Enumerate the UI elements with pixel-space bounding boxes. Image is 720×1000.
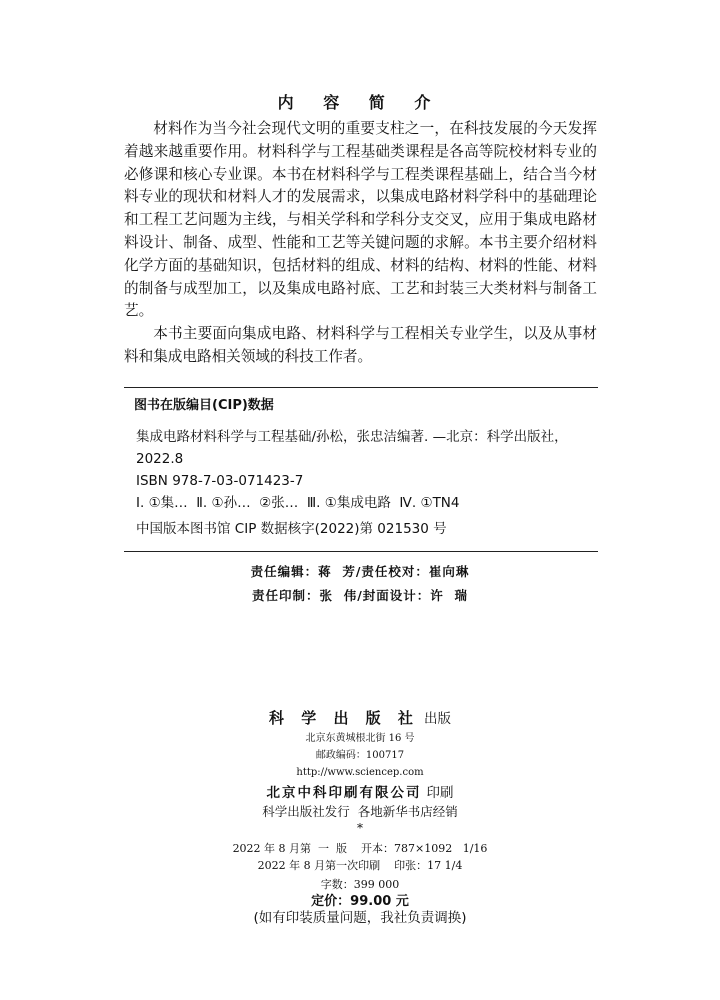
edition-line-2: 2022 年 8 月第一次印刷 印张：17 1/4 — [257, 859, 463, 872]
cip-record: 集成电路材料科学与工程基础/孙松，张忠洁编著. —北京：科学出版社，2022.8 — [136, 429, 568, 467]
imprint-block — [0, 706, 720, 927]
publisher-suffix: 出版 — [423, 711, 451, 727]
cip-classification: Ⅰ. ①集… Ⅱ. ①孙… ②张… Ⅲ. ①集成电路 Ⅳ. ①TN4 — [136, 495, 460, 511]
publisher-website: http://www.sciencep.com — [296, 767, 424, 778]
publisher-line — [0, 706, 720, 730]
distribution-line: 科学出版社发行 各地新华书店经销 — [262, 804, 458, 819]
publisher-address: 北京东黄城根北街 16 号 — [305, 733, 415, 744]
price: 定价：99.00 元 — [311, 894, 409, 909]
cip-top-rule — [124, 387, 598, 388]
credits-editors: 责任编辑：蒋 芳/责任校对：崔向琳 — [250, 564, 470, 579]
word-count: 字数：399 000 — [320, 878, 400, 891]
printer-suffix: 印刷 — [426, 785, 454, 801]
edition-line-1: 2022 年 8 月第 一 版 开本：787×1092 1/16 — [232, 842, 488, 855]
publisher-postcode: 邮政编码：100717 — [315, 750, 405, 761]
summary-paragraph-2: 本书主要面向集成电路、材料科学与工程相关专业学生，以及从事材料和集成电路相关领域的科技工作者。 — [124, 325, 597, 365]
credits-block — [0, 560, 720, 608]
page-title: 内 容 简 介 — [277, 93, 443, 112]
printer-line — [0, 781, 720, 803]
publisher-name: 科 学 出 版 社 — [269, 709, 419, 727]
summary-section — [124, 118, 597, 369]
cip-bottom-rule — [124, 551, 598, 552]
summary-paragraph-1: 材料作为当今社会现代文明的重要支柱之一，在科技发展的今天发挥着越来越重要作用。材料科学与工程基础类课程是各高等院校材料专业的必修课和核心专业课。本书在材料科学与工程类课程基础上，结合当今材料专业的现状和材料人才的发展需求，以集成电路材料学科中的基础理论和工程工艺问题为主线，与相关学科和学科分支交叉，应用于集成电路材料设计、制备、成型、性能和工艺等关键问题的求解。本书主要介绍材料化学方面的基础知识，包括材料的组成、材料的结构、材料的性能、材料的制备与成型加工，以及集成电路衬底、工艺和封装三大类材料与制备工艺。 — [124, 120, 597, 320]
cip-number: 中国版本图书馆 CIP 数据核字(2022)第 021530 号 — [136, 521, 447, 537]
separator-star: * — [357, 821, 363, 835]
printer-name: 北京中科印刷有限公司 — [266, 785, 422, 801]
quality-notice: (如有印装质量问题，我社负责调换) — [253, 910, 467, 926]
credits-production: 责任印制：张 伟/封面设计：许 瑞 — [252, 588, 468, 603]
cip-isbn: ISBN 978-7-03-071423-7 — [136, 473, 304, 489]
cip-block — [124, 396, 598, 540]
cip-heading: 图书在版编目(CIP)数据 — [134, 398, 274, 413]
